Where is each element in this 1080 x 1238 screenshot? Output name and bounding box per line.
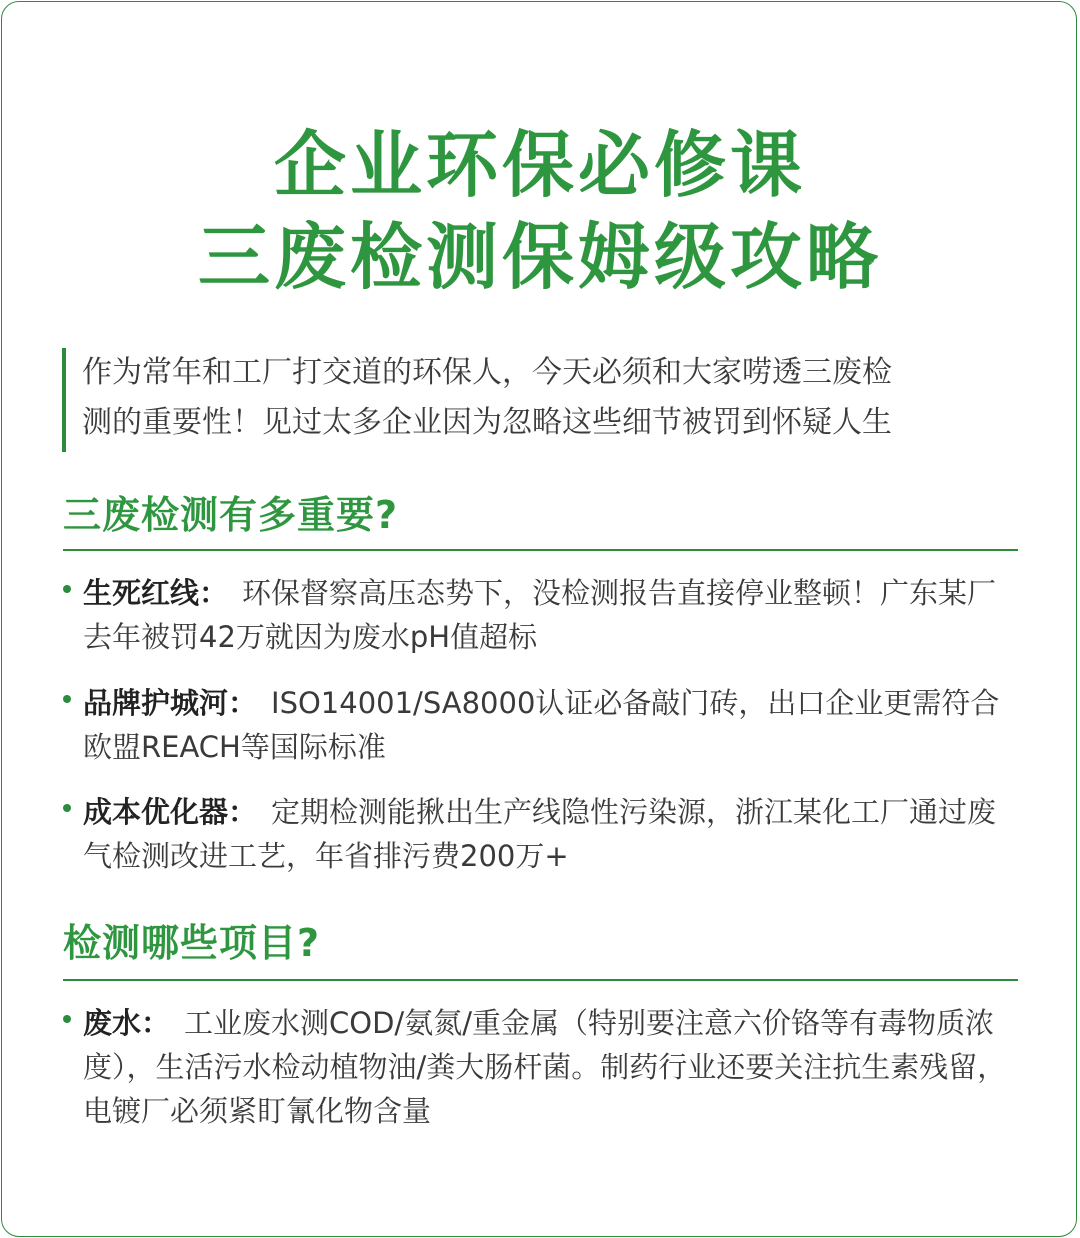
bullet-dot-icon <box>63 695 71 703</box>
section-divider <box>63 979 1018 981</box>
section-heading-importance: 三废检测有多重要? <box>63 493 399 537</box>
item-label: 成本优化器： <box>83 795 258 829</box>
list-item <box>63 1001 1013 1133</box>
section-heading-items: 检测哪些项目? <box>63 921 321 965</box>
item-label: 废水： <box>83 1006 171 1040</box>
item-label: 生死红线： <box>83 576 229 610</box>
item-text: 工业废水测COD/氨氮/重金属（特别要注意六价铬等有毒物质浓度），生活污水检动植物油/粪大肠杆菌。制药行业还要关注抗生素残留，电镀厂必须紧盯氰化物含量 <box>83 1006 1007 1128</box>
intro-line-2: 测的重要性！见过太多企业因为忽略这些细节被罚到怀疑人生 <box>82 405 892 440</box>
item-text: ISO14001/SA8000认证必备敲门砖，出口企业更需符合欧盟REACH等国际标准 <box>83 686 1000 764</box>
page-title-line-1: 企业环保必修课 <box>273 123 806 207</box>
item-label: 品牌护城河： <box>83 686 258 720</box>
list-item <box>63 790 1013 878</box>
item-text: 环保督察高压态势下，没检测报告直接停业整顿！广东某厂去年被罚42万就因为废水pH值超标 <box>83 576 997 654</box>
intro-quote <box>62 348 1012 452</box>
bullet-dot-icon <box>63 1015 71 1023</box>
bullet-dot-icon <box>63 804 71 812</box>
page-title-line-2: 三废检测保姆级攻略 <box>197 215 882 299</box>
section-divider <box>63 549 1018 551</box>
bullet-dot-icon <box>63 585 71 593</box>
item-text: 定期检测能揪出生产线隐性污染源，浙江某化工厂通过废气检测改进工艺，年省排污费200万+ <box>83 795 997 873</box>
list-item <box>63 681 1013 769</box>
list-item <box>63 571 1013 659</box>
intro-line-1: 作为常年和工厂打交道的环保人，今天必须和大家唠透三废检 <box>82 355 892 390</box>
